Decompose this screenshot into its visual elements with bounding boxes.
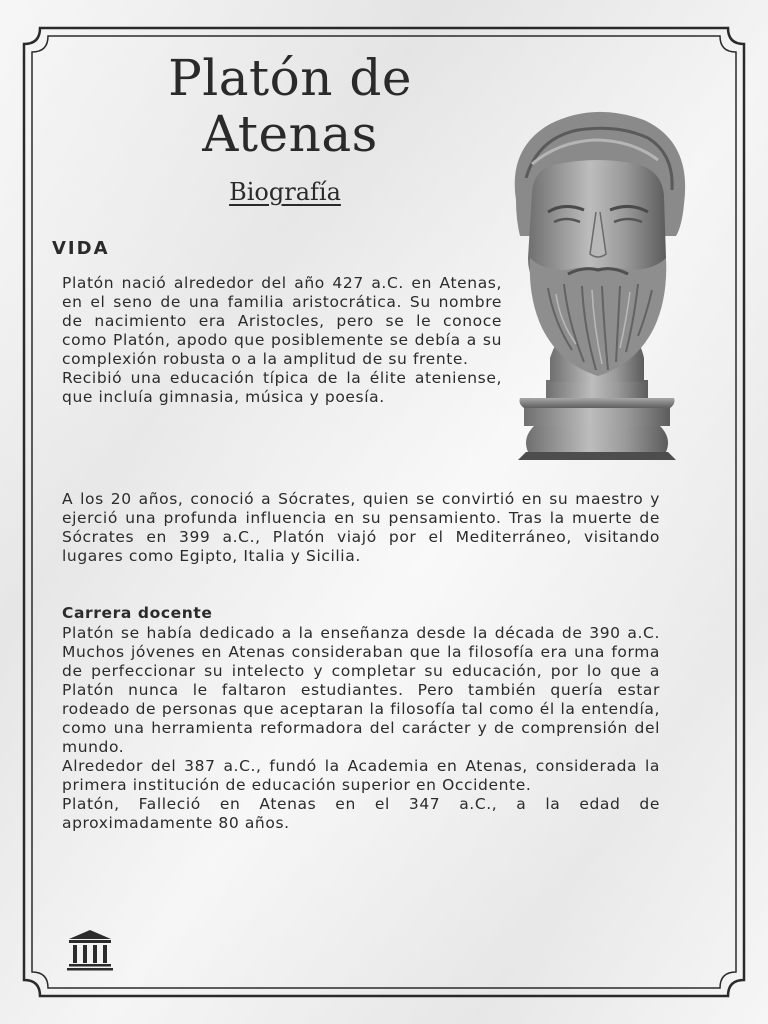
plato-bust-icon (498, 108, 696, 468)
section-heading-carrera: Carrera docente (62, 604, 213, 622)
carrera-paragraph-2: Alrededor del 387 a.C., fundó la Academia en Atenas, considerada la primera institución de educación superior en Occidente. (62, 757, 660, 794)
section-heading-vida: VIDA (52, 238, 110, 259)
vida-paragraph-2: A los 20 años, conoció a Sócrates, quien se convirtió en su maestro y ejerció una profunda influencia en su pensamiento. Tras la muerte de Sócrates en 399 a.C., Platón viajó por el Mediterráneo, visitando lugares como Egipto, Italia y Sicilia. (62, 490, 660, 565)
carrera-paragraph-1: Platón se había dedicado a la enseñanza desde la década de 390 a.C. Muchos jóvenes en Atenas consideraban que la filosofía era una forma de perfeccionar su intelecto y completar su educación, por lo que a Platón nunca le faltaron estudiantes. Pero también quería estar rodeado de personas que aceptaran la filosofía tal como él la entendía, como una herramienta reformadora del carácter y de comprensión del mundo. (62, 624, 660, 756)
classical-building-icon (66, 928, 114, 972)
carrera-paragraphs (62, 624, 660, 833)
page-title: Platón de Atenas (168, 49, 412, 163)
carrera-paragraph-3: Platón, Falleció en Atenas en el 347 a.C., a la edad de aproximadamente 80 años. (62, 795, 660, 832)
vida-paragraph-1 (62, 274, 502, 407)
page-subtitle: Biografía (229, 178, 341, 206)
vida-paragraph-1-text: Platón nació alrededor del año 427 a.C. en Atenas, en el seno de una familia aristocrática. Su nombre de nacimiento era Aristocles, pero se le conoce como Platón, apodo que posiblemente se debía a su complexión robusta o a la amplitud de su frente. (62, 274, 502, 368)
vida-paragraph-1b-text: Recibió una educación típica de la élite ateniense, que incluía gimnasia, música y poesía. (62, 369, 502, 406)
